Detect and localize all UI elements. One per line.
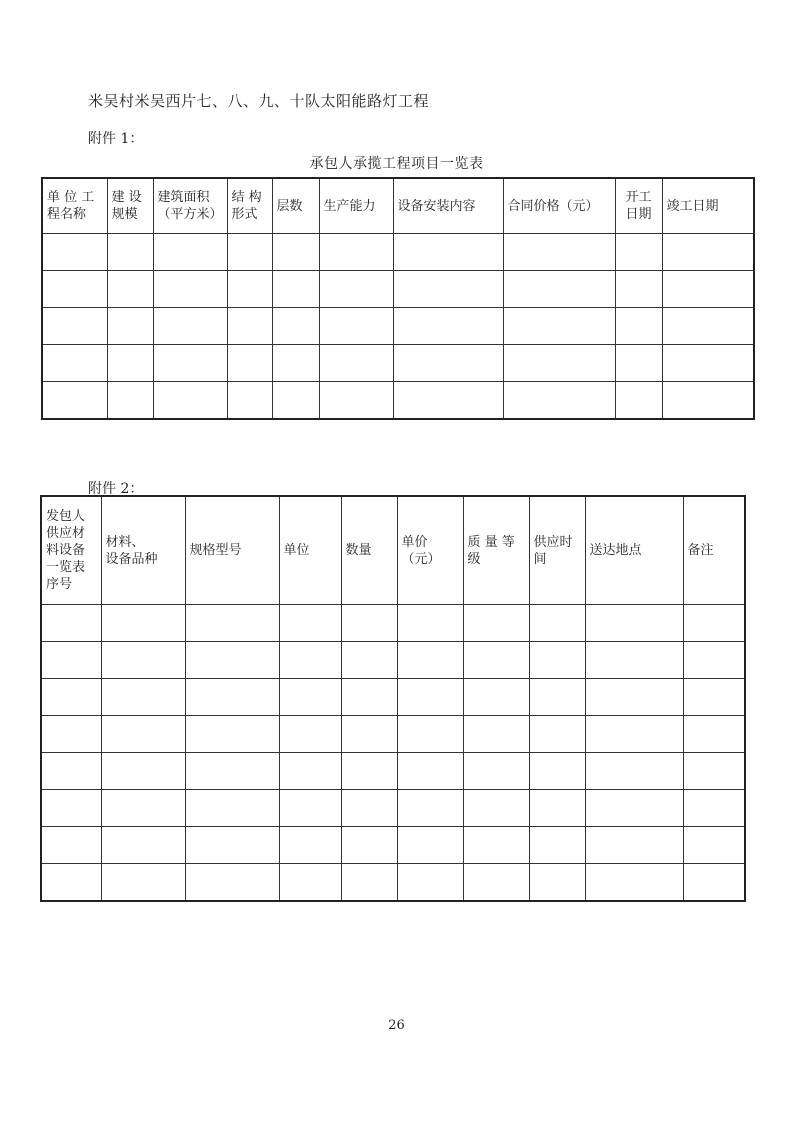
employer-supplied-materials-table xyxy=(40,495,746,902)
table-cell xyxy=(279,642,341,679)
table-cell xyxy=(615,345,662,382)
table-cell xyxy=(503,271,615,308)
table-cell xyxy=(463,790,529,827)
table-cell xyxy=(683,827,745,864)
table-cell xyxy=(683,864,745,902)
table-cell xyxy=(615,234,662,271)
table-cell xyxy=(585,605,683,642)
table-cell xyxy=(503,345,615,382)
table-cell xyxy=(279,864,341,902)
table-cell xyxy=(463,716,529,753)
table-cell xyxy=(393,345,503,382)
table-cell xyxy=(393,382,503,420)
table-cell xyxy=(662,234,754,271)
table-cell xyxy=(41,790,101,827)
header-equipment-installation: 设备安装内容 xyxy=(393,178,503,234)
page-number: 26 xyxy=(388,1018,405,1033)
table-cell xyxy=(662,308,754,345)
table-cell xyxy=(272,382,319,420)
table-cell xyxy=(227,345,272,382)
header-delivery-location: 送达地点 xyxy=(585,496,683,605)
table-cell xyxy=(227,271,272,308)
table-cell xyxy=(185,753,279,790)
table-cell xyxy=(185,827,279,864)
table-row xyxy=(41,864,745,902)
table-cell xyxy=(683,679,745,716)
header-floors: 层数 xyxy=(272,178,319,234)
table-cell xyxy=(41,716,101,753)
table-cell xyxy=(662,271,754,308)
table-cell xyxy=(319,382,393,420)
header-structure-form: 结 构 形式 xyxy=(227,178,272,234)
table-row xyxy=(41,605,745,642)
table-cell xyxy=(153,271,227,308)
table-1-header-row xyxy=(42,178,754,234)
table-cell xyxy=(529,716,585,753)
table-cell xyxy=(101,790,185,827)
table-cell xyxy=(41,864,101,902)
table-cell xyxy=(585,827,683,864)
header-unit-project-name: 单 位 工 程名称 xyxy=(42,178,107,234)
contractor-projects-table xyxy=(41,177,755,420)
table-row xyxy=(42,308,754,345)
table-cell xyxy=(227,308,272,345)
table-cell xyxy=(153,345,227,382)
table-cell xyxy=(272,234,319,271)
table-cell xyxy=(585,864,683,902)
table-cell xyxy=(107,382,153,420)
header-specification-model: 规格型号 xyxy=(185,496,279,605)
table-cell xyxy=(42,382,107,420)
table-row xyxy=(42,345,754,382)
table-cell xyxy=(503,382,615,420)
table-cell xyxy=(227,234,272,271)
header-remarks: 备注 xyxy=(683,496,745,605)
header-contract-price: 合同价格（元） xyxy=(503,178,615,234)
table-cell xyxy=(463,642,529,679)
table-row xyxy=(41,827,745,864)
table-cell xyxy=(319,234,393,271)
table-cell xyxy=(101,642,185,679)
table-cell xyxy=(393,234,503,271)
header-unit: 单位 xyxy=(279,496,341,605)
table-cell xyxy=(615,271,662,308)
table-cell xyxy=(529,790,585,827)
table-cell xyxy=(185,605,279,642)
table-cell xyxy=(42,234,107,271)
table-cell xyxy=(615,382,662,420)
attachment-1-label: 附件 1： xyxy=(88,131,144,147)
table-cell xyxy=(683,716,745,753)
table-cell xyxy=(341,827,397,864)
table-cell xyxy=(101,864,185,902)
table-cell xyxy=(463,864,529,902)
table-cell xyxy=(397,605,463,642)
table-cell xyxy=(319,308,393,345)
table-cell xyxy=(279,827,341,864)
table-cell xyxy=(615,308,662,345)
table-cell xyxy=(185,864,279,902)
table-cell xyxy=(463,605,529,642)
table-cell xyxy=(397,827,463,864)
table-cell xyxy=(463,827,529,864)
table-cell xyxy=(397,716,463,753)
table-cell xyxy=(529,605,585,642)
table-cell xyxy=(393,308,503,345)
table-cell xyxy=(101,716,185,753)
table-cell xyxy=(585,642,683,679)
table-cell xyxy=(42,345,107,382)
table-cell xyxy=(503,234,615,271)
table-cell xyxy=(683,605,745,642)
table-2-header-row xyxy=(41,496,745,605)
table-cell xyxy=(101,679,185,716)
table-cell xyxy=(529,679,585,716)
table-cell xyxy=(41,753,101,790)
header-material-equipment-type: 材料、 设备品种 xyxy=(101,496,185,605)
table-cell xyxy=(463,753,529,790)
table-cell xyxy=(683,642,745,679)
table-cell xyxy=(585,790,683,827)
table-cell xyxy=(227,382,272,420)
table-cell xyxy=(107,271,153,308)
table-cell xyxy=(585,679,683,716)
table-row xyxy=(42,382,754,420)
table-cell xyxy=(153,234,227,271)
table-cell xyxy=(529,642,585,679)
table-cell xyxy=(279,790,341,827)
table-cell xyxy=(585,753,683,790)
table-cell xyxy=(397,790,463,827)
table-cell xyxy=(272,308,319,345)
table-cell xyxy=(585,716,683,753)
table-cell xyxy=(463,679,529,716)
header-construction-scale: 建 设 规模 xyxy=(107,178,153,234)
table-cell xyxy=(101,605,185,642)
header-start-date: 开工 日期 xyxy=(615,178,662,234)
table-cell xyxy=(662,345,754,382)
table-cell xyxy=(185,642,279,679)
table-cell xyxy=(185,679,279,716)
table-cell xyxy=(397,864,463,902)
table-cell xyxy=(341,790,397,827)
header-production-capacity: 生产能力 xyxy=(319,178,393,234)
table-cell xyxy=(529,827,585,864)
table-cell xyxy=(107,308,153,345)
attachment-2-label: 附件 2： xyxy=(88,481,144,497)
table-cell xyxy=(341,716,397,753)
table-cell xyxy=(341,753,397,790)
table-cell xyxy=(185,790,279,827)
table-row xyxy=(41,753,745,790)
table-cell xyxy=(279,716,341,753)
header-building-area: 建筑面积 （平方米） xyxy=(153,178,227,234)
table-cell xyxy=(341,864,397,902)
table-cell xyxy=(272,271,319,308)
table-cell xyxy=(279,679,341,716)
table-cell xyxy=(42,308,107,345)
table-cell xyxy=(683,790,745,827)
table-cell xyxy=(397,679,463,716)
table-cell xyxy=(529,864,585,902)
table-cell xyxy=(503,308,615,345)
table-cell xyxy=(319,345,393,382)
table-cell xyxy=(153,308,227,345)
table-row xyxy=(41,716,745,753)
table-cell xyxy=(101,753,185,790)
header-quantity: 数量 xyxy=(341,496,397,605)
table-cell xyxy=(341,642,397,679)
table-1-title: 承包人承揽工程项目一览表 xyxy=(309,156,484,172)
table-cell xyxy=(529,753,585,790)
table-cell xyxy=(397,642,463,679)
header-serial-number: 发包人 供应材 料设备 一览表 序号 xyxy=(41,496,101,605)
project-title: 米吴村米吴西片七、八、九、十队太阳能路灯工程 xyxy=(88,92,430,110)
table-cell xyxy=(397,753,463,790)
table-row xyxy=(42,271,754,308)
table-cell xyxy=(279,753,341,790)
table-row xyxy=(42,234,754,271)
table-cell xyxy=(393,271,503,308)
table-cell xyxy=(41,605,101,642)
table-cell xyxy=(319,271,393,308)
table-cell xyxy=(41,642,101,679)
table-cell xyxy=(341,679,397,716)
header-unit-price: 单价（元） xyxy=(397,496,463,605)
table-cell xyxy=(153,382,227,420)
table-cell xyxy=(185,716,279,753)
table-row xyxy=(41,790,745,827)
header-completion-date: 竣工日期 xyxy=(662,178,754,234)
table-cell xyxy=(42,271,107,308)
table-cell xyxy=(662,382,754,420)
table-cell xyxy=(683,753,745,790)
table-cell xyxy=(107,234,153,271)
table-row xyxy=(41,642,745,679)
table-cell xyxy=(41,679,101,716)
table-cell xyxy=(41,827,101,864)
table-cell xyxy=(272,345,319,382)
table-row xyxy=(41,679,745,716)
table-cell xyxy=(107,345,153,382)
table-cell xyxy=(101,827,185,864)
table-cell xyxy=(341,605,397,642)
table-cell xyxy=(279,605,341,642)
header-supply-time: 供应时 间 xyxy=(529,496,585,605)
header-quality-grade: 质 量 等 级 xyxy=(463,496,529,605)
